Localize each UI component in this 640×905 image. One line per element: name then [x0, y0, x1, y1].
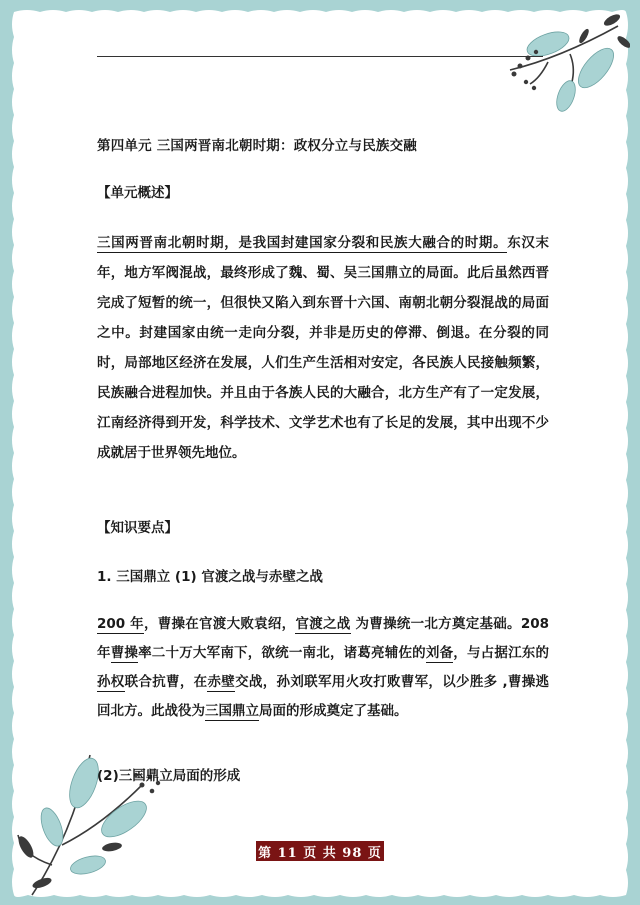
page-number-badge: 第 11 页 共 98 页	[256, 841, 384, 861]
overview-body: 东汉末年，地方军阀混战，最终形成了魏、蜀、吴三国鼎立的局面。此后虽然西晋完成了短暂的统一，但很快又陷入到东晋十六国、南朝北朝分裂混战的局面之中。封建国家由统一走向分裂，并非是历史的停滞、倒退。在分裂的同时，局部地区经济在发展，人们生产生活相对安定，各民族人民接触频繁，民族融合进程加快。并且由于各族人民的大融合，北方生产有了一定发展，江南经济得到开发，科学技术、文学艺术也有了长足的发展，其中出现不少成就居于世界领先地位。	[97, 235, 550, 461]
underlined-term: 赤壁	[207, 674, 236, 690]
floral-decoration-bottom-left	[12, 735, 172, 900]
underlined-term: 孙权	[97, 674, 125, 690]
paragraph-text: ，曹操在官渡大败袁绍，	[143, 616, 296, 632]
paragraph-text: 为曹操统一北方奠定基础。208 年	[97, 616, 550, 661]
underlined-term: 三国鼎立	[205, 703, 259, 719]
paragraph-text: 局面的形成奠定了基础。	[259, 703, 408, 719]
unit-title: 第四单元 三国两晋南北朝时期：政权分立与民族交融	[97, 138, 417, 154]
underlined-term: 刘备	[425, 645, 454, 661]
header-rule	[97, 56, 543, 57]
section-heading-overview: 【单元概述】	[97, 185, 178, 201]
overview-underlined-lead: 三国两晋南北朝时期，是我国封建国家分裂和民族大融合的时期。	[97, 235, 508, 251]
underlined-term: 200 年	[97, 616, 144, 632]
paragraph-text: 联合抗曹，在	[124, 674, 208, 690]
item-1-heading: 1. 三国鼎立 (1) 官渡之战与赤壁之战	[97, 569, 323, 585]
underlined-term: 官渡之战	[295, 616, 351, 632]
paragraph-text: 率二十万大军南下，欲统一南北，诸葛亮辅佐的	[138, 645, 426, 661]
item-2-heading: (2)三国鼎立局面的形成	[97, 768, 241, 784]
overview-paragraph	[97, 228, 549, 468]
watermark-text: 头条号 / 智慧学习港	[488, 881, 614, 897]
section-heading-key-points: 【知识要点】	[97, 520, 178, 536]
paragraph-text: 交战，孙刘联军用火攻打败曹军，以少胜多 ,曹操逃回北方。此战役为	[97, 674, 550, 719]
underlined-term: 曹操	[110, 645, 139, 661]
paragraph-text: ，与占据江东的	[453, 645, 549, 661]
floral-decoration-top-right	[500, 8, 630, 118]
item-1-paragraph	[97, 610, 549, 726]
